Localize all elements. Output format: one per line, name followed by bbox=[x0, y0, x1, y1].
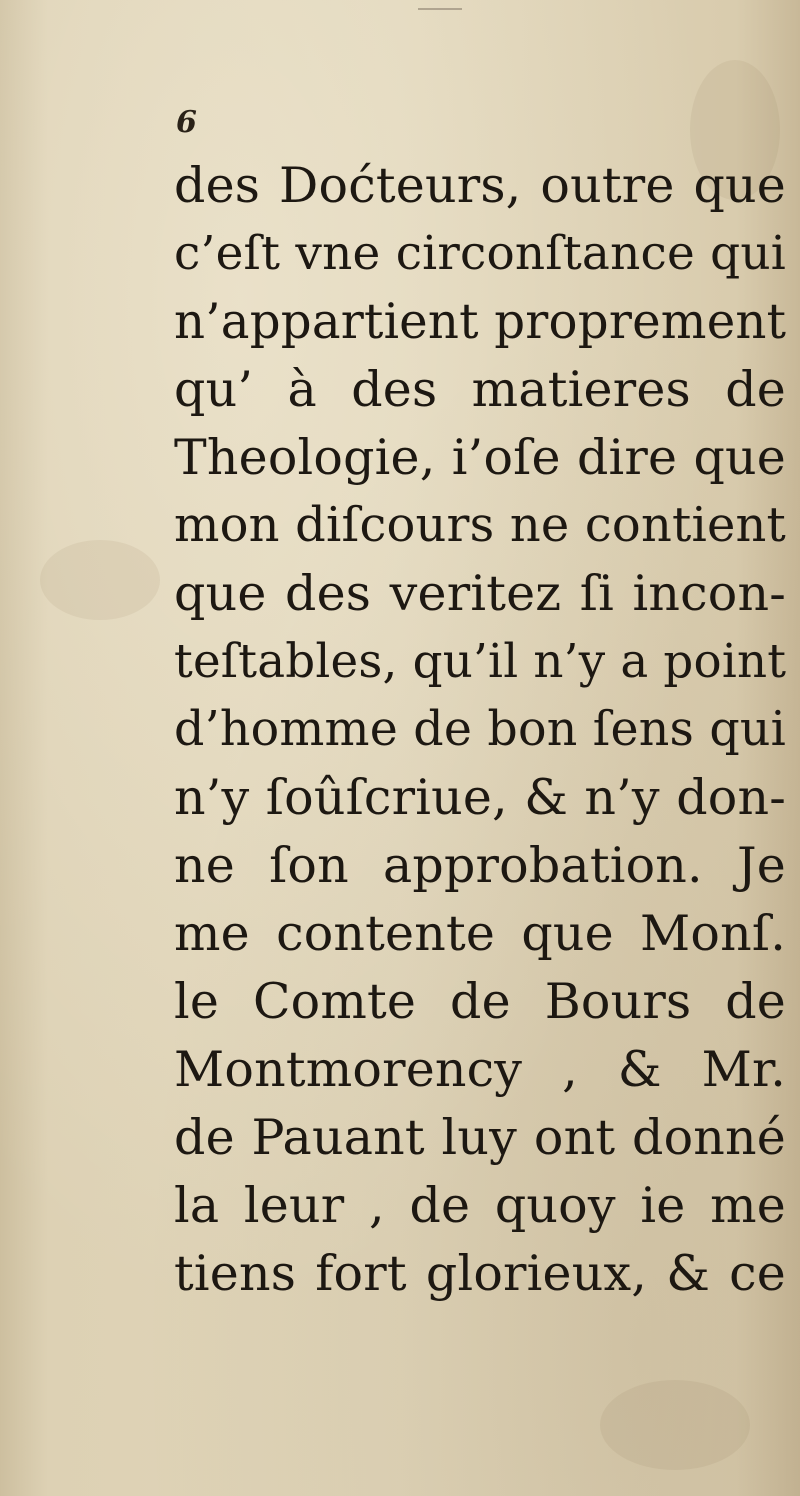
paper-stain bbox=[600, 1380, 750, 1470]
body-text bbox=[174, 152, 786, 1308]
text-line: de Pauant luy ont donné bbox=[174, 1109, 786, 1166]
paper-stain bbox=[40, 540, 160, 620]
text-line: mon diſcours ne contient bbox=[174, 498, 786, 553]
text-line: c’eſt vne circonſtance qui bbox=[174, 226, 786, 281]
text-line: ne ſon approbation. Je bbox=[174, 837, 786, 894]
text-line: le Comte de Bours de bbox=[174, 973, 786, 1030]
page-number: 6 bbox=[176, 105, 197, 140]
text-line: Theologie, i’oſe dire que bbox=[174, 429, 786, 486]
text-line: la leur , de quoy ie me bbox=[174, 1177, 786, 1234]
text-line: tiens fort glorieux, & ce bbox=[174, 1245, 786, 1302]
top-rule bbox=[418, 8, 462, 10]
text-line: me contente que Monſ. bbox=[174, 905, 786, 962]
text-line: n’y ſoûſcriue, & n’y don- bbox=[174, 769, 786, 826]
text-line: qu’ à des matieres de bbox=[174, 361, 786, 418]
text-line: d’homme de bon ſens qui bbox=[174, 702, 787, 757]
text-line: Montmorency , & Mr. bbox=[174, 1041, 786, 1098]
text-line: n’appartient proprement bbox=[174, 294, 787, 350]
text-line: teſtables, qu’il n’y a point bbox=[174, 635, 787, 689]
text-line: des Doćteurs, outre que bbox=[174, 157, 786, 214]
text-line: que des veritez ſi incon- bbox=[174, 565, 786, 622]
